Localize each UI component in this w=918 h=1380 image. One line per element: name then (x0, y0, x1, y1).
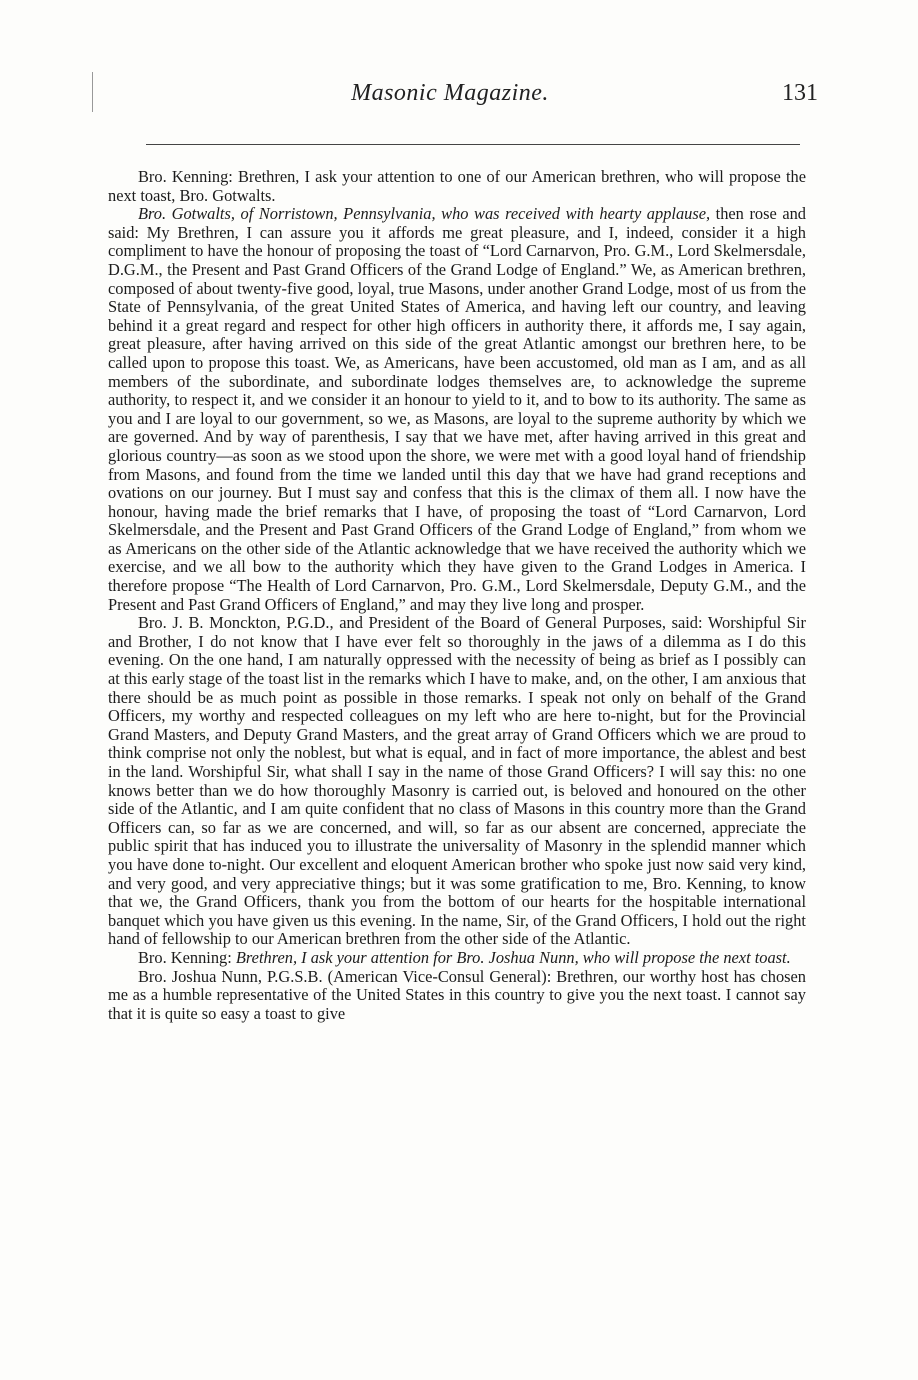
paragraph-gotwalts-speech (108, 205, 806, 614)
paragraph-text: then rose and said: My Brethren, I can assure you it affords me great pleasure, and I, indeed, consider it a high compliment to have the honour of proposing the toast of “Lord Carnarvon, Pro. G.M., Lord Skelmersdale, D.G.M., the Present and Past Grand Officers of the Grand Lodge of England.” We, as American brethren, composed of about twenty-five good, loyal, true Masons, under another Grand Lodge, most of us from the State of Pennsylvania, of the great United States of America, and having left our country, and leaving behind it a great regard and respect for other high officers in authority there, it affords me, I say again, great pleasure, after having arrived on this side of the great Atlantic amongst our brethren here, to be called upon to propose this toast. We, as Americans, have been accustomed, old man as I am, and as all members of the subordinate, and subordinate lodges themselves are, to acknowledge the supreme authority, to respect it, and we consider it an honour to yield to it, and to bow to its authority. The same as you and I are loyal to our government, so we, as Masons, are loyal to the supreme authority by which we are governed. And by way of parenthesis, I say that we have met, after having arrived in this great and glorious country—as soon as we stood upon the shore, we were met with a good loyal hand of friendship from Masons, and found from the time we landed until this day that we have had grand receptions and ovations on our journey. But I must say and confess that this is the climax of them all. I now have the honour, having made the brief remarks that I have, of proposing the toast of “Lord Carnarvon, Lord Skelmersdale, and the Present and Past Grand Officers of the Grand Lodge of England,” from whom we as Americans on the other side of the Atlantic acknowledge that we have received the authority which we exercise, and we all bow to the authority which they have given to the Grand Lodges in America. I therefore propose “The Health of Lord Carnarvon, Pro. G.M., Lord Skelmersdale, Deputy G.M., and the Present and Past Grand Officers of England,” and may they live long and prosper. (108, 204, 806, 614)
article-body (108, 168, 806, 1023)
page-number: 131 (782, 80, 818, 106)
paragraph-kenning-nunn (108, 949, 806, 968)
paragraph-text: Bro. Kenning: Brethren, I ask your attention to one of our American brethren, who will propose the next toast, Bro. Gotwalts. (108, 167, 806, 205)
paragraph-text: Bro. Joshua Nunn, P.G.S.B. (American Vice-Consul General): Brethren, our worthy host has chosen me as a humble representative of the United States in this country to give you the next toast. I cannot say that it is quite so easy a toast to give (108, 966, 806, 1023)
paragraph-lead: Bro. Kenning: (138, 947, 232, 967)
paragraph-text: Bro. J. B. Monckton, P.G.D., and President of the Board of General Purposes, said: Worshipful Sir and Brother, I do not know that I have ever felt so thoroughly in the jaws of a dilemma as I do this evening. On the one hand, I am naturally oppressed with the necessity of being as brief as I possibly can at this early stage of the toast list in the remarks which I have to make, and, on the other, I am anxious that there should be as much point as possible in those remarks. I speak not only on behalf of the Grand Officers, my worthy and respected colleagues on my left who are here to-night, but for the Provincial Grand Masters, and Deputy Grand Masters, and the great array of Grand Officers which we are proud to think comprise not only the noblest, but what is equal, and in fact of more importance, the ablest and best in the land. Worshipful Sir, what shall I say in the name of those Grand Officers? I will say this: no one knows better than we do how thoroughly Masonry is carried out, is beloved and honoured on the other side of the Atlantic, and I am quite confident that no class of Masons in this country more than the Grand Officers can, so far as we are concerned, and will, so far as our absent are concerned, appreciate the public spirit that has induced you to illustrate the universality of Masonry in the splendid manner which you have done to-night. Our excellent and eloquent American brother who spoke just now said very kind, and very good, and very appreciative things; but it was some gratification to me, Bro. Kenning, to know that we, the Grand Officers, thank you from the bottom of our hearts for the hospitable international banquet which you have given us this evening. In the name, Sir, of the Grand Officers, I hold out the right hand of fellowship to our American brethren from the other side of the Atlantic. (108, 613, 806, 949)
paragraph-kenning-intro (108, 168, 806, 205)
page-header (0, 80, 918, 110)
paragraph-monckton-speech (108, 614, 806, 949)
running-title: Masonic Magazine. (351, 80, 549, 106)
header-rule (146, 144, 800, 145)
paragraph-italic-lead: Bro. Gotwalts, of Norristown, Pennsylvania, who was received with hearty applause, (138, 204, 711, 224)
paragraph-italic-text: Brethren, I ask your attention for Bro. Joshua Nunn, who will propose the next toast. (231, 947, 791, 967)
paragraph-nunn-speech (108, 968, 806, 1024)
